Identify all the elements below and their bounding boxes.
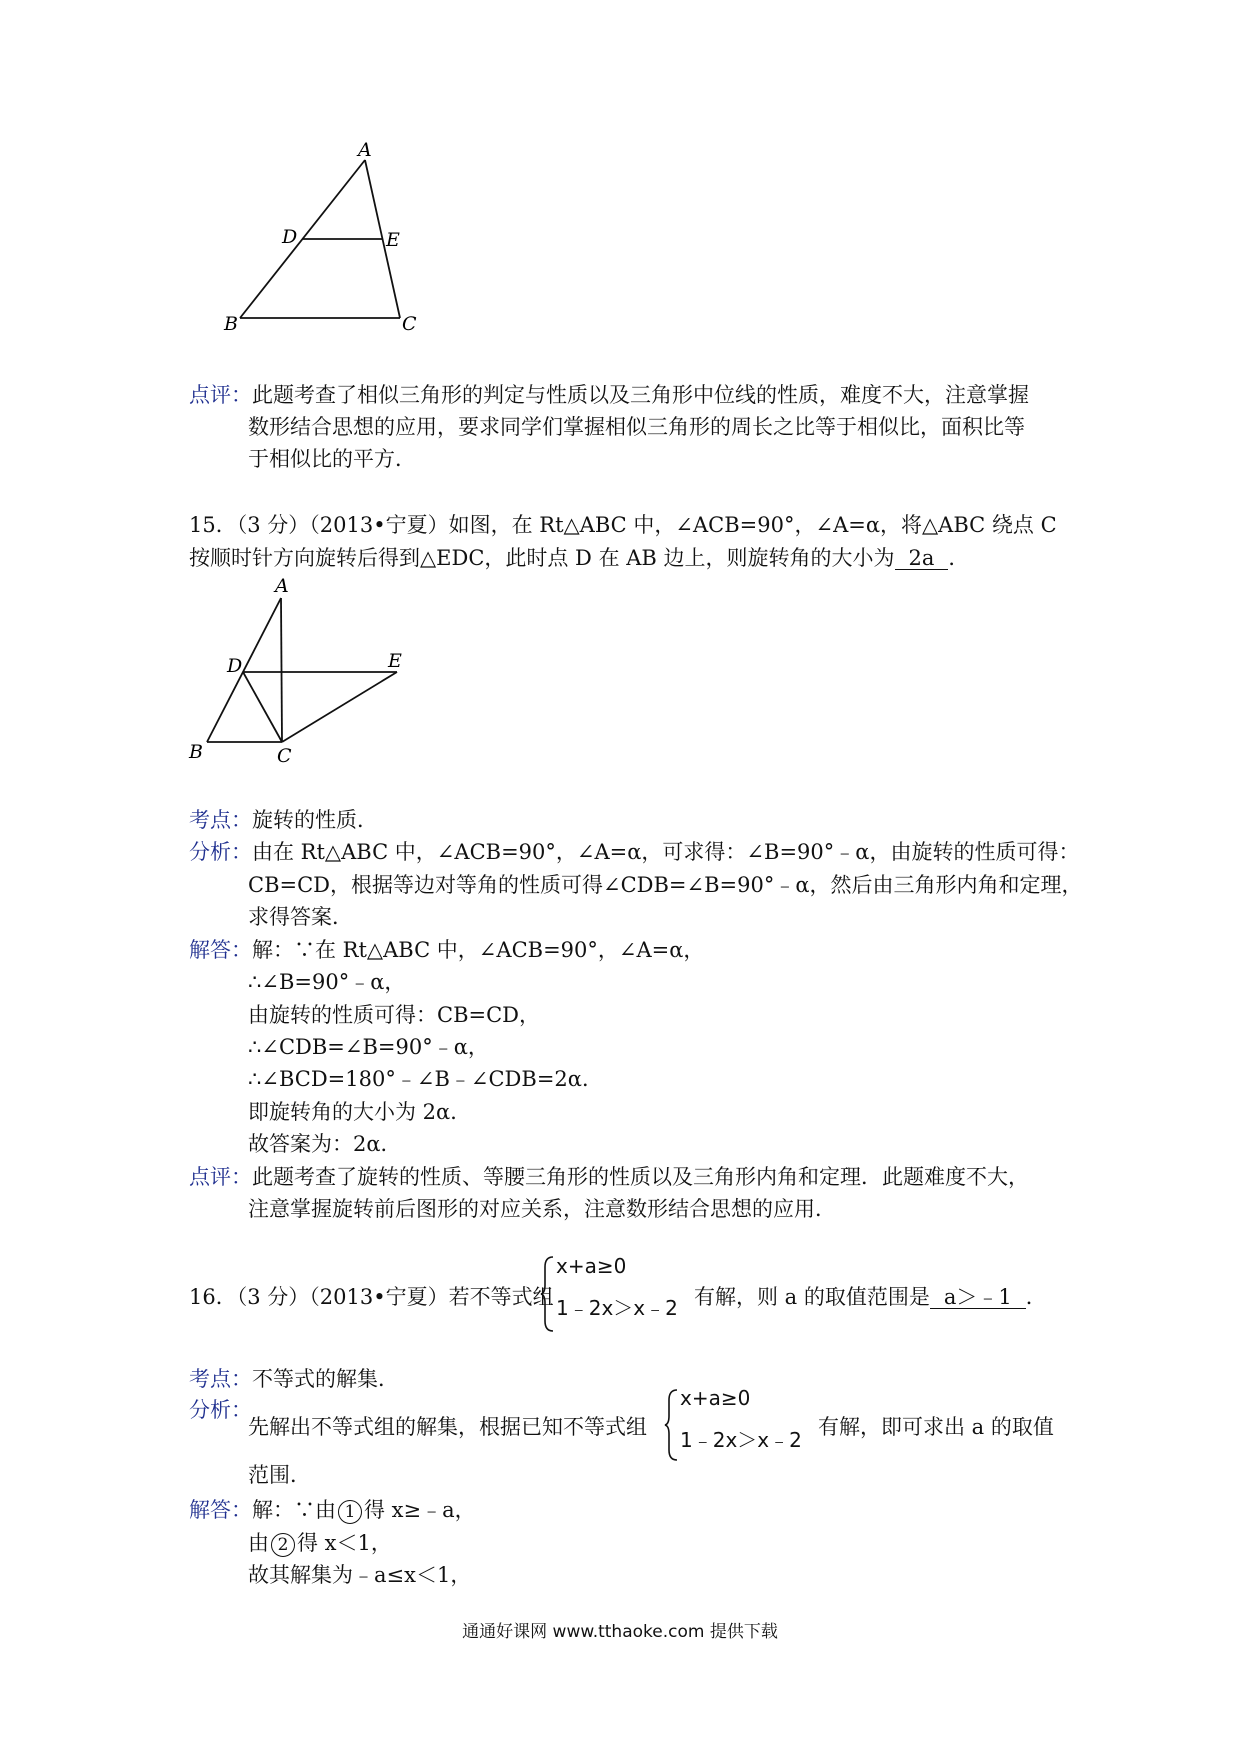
jieda-text: 由 (248, 1531, 269, 1555)
q15-line2 (189, 545, 969, 571)
q16-prefix: 16．（3 分）（2013•宁夏）若不等式组 (189, 1285, 554, 1309)
jieda-line: ∴∠B=90°﹣α， (248, 970, 406, 994)
jieda-label: 解答： (189, 1498, 252, 1522)
circled-number-icon: 1 (338, 1500, 362, 1524)
q15-answer: 2a (895, 547, 949, 570)
dianping-label: 点评： (189, 1165, 252, 1189)
review-line: 数形结合思想的应用，要求同学们掌握相似三角形的周长之比等于相似比，面积比等 (248, 415, 1025, 439)
edge-EC (282, 672, 397, 742)
fenxi-line: CB=CD，根据等边对等角的性质可得∠CDB=∠B=90°﹣α，然后由三角形内角和定理， (248, 873, 1083, 897)
vertex-label-C: C (277, 745, 292, 767)
circled-number-icon: 2 (271, 1533, 295, 1557)
jieda-line: 故答案为：2α． (248, 1132, 402, 1156)
jieda-text: 得 x≥﹣a， (364, 1498, 476, 1522)
fenxi-label: 分析： (189, 1398, 252, 1422)
q16-system-row2: 1﹣2x＞x﹣2 (556, 1296, 678, 1320)
review-line: 于相似比的平方． (248, 447, 416, 471)
brace-icon (664, 1388, 680, 1462)
edge-DC (243, 672, 282, 742)
kaodian-text: 旋转的性质． (252, 808, 378, 832)
kaodian-label: 考点： (189, 1367, 252, 1391)
q16-end: ． (1025, 1285, 1047, 1309)
fenxi-system-row2: 1﹣2x＞x﹣2 (680, 1428, 802, 1452)
review-line: 此题考查了相似三角形的判定与性质以及三角形中位线的性质，难度不大，注意掌握 (252, 383, 1029, 407)
fenxi-label: 分析： (189, 840, 252, 864)
q16-answer: a＞﹣1 (930, 1286, 1026, 1309)
jieda-text: 解：∵由 (252, 1498, 336, 1522)
fenxi-text: 范围． (248, 1463, 311, 1487)
vertex-label-D: D (227, 655, 243, 677)
jieda-line: 即旋转角的大小为 2α． (248, 1100, 472, 1124)
jieda-line: ∴∠BCD=180°﹣∠B﹣∠CDB=2α． (248, 1067, 603, 1091)
figure-triangle-midline (224, 139, 450, 340)
jieda-text: 得 x＜1， (297, 1531, 392, 1555)
q16-suffix: 有解，则 a 的取值范围是 (694, 1285, 930, 1309)
dianping-line: 注意掌握旋转前后图形的对应关系，注意数形结合思想的应用． (248, 1197, 836, 1221)
fenxi-text: 有解，即可求出 a 的取值 (818, 1415, 1054, 1439)
jieda-line: ∴∠CDB=∠B=90°﹣α， (248, 1035, 489, 1059)
q15-line1: 15．（3 分）（2013•宁夏）如图，在 Rt△ABC 中，∠ACB=90°，∠A=α，将△ABC 绕点 C (189, 513, 1057, 537)
edge-AC (281, 598, 282, 742)
q15-line2-text: 按顺时针方向旋转后得到△EDC，此时点 D 在 AB 边上，则旋转角的大小为 (189, 546, 895, 570)
jieda-text: 故其解集为﹣a≤x＜1， (248, 1563, 472, 1587)
jieda-label: 解答： (189, 938, 252, 962)
vertex-label-B: B (224, 313, 238, 335)
q15-line2-end: ． (948, 546, 970, 570)
figure-rotation (185, 575, 415, 768)
jieda-line: 由旋转的性质可得：CB=CD， (248, 1003, 540, 1027)
fenxi-system-row1: x+a≥0 (680, 1386, 751, 1410)
dianping-line: 此题考查了旋转的性质、等腰三角形的性质以及三角形内角和定理．此题难度不大， (252, 1165, 1029, 1189)
vertex-label-B: B (189, 741, 203, 763)
kaodian-text: 不等式的解集． (252, 1367, 399, 1391)
brace-icon (540, 1255, 556, 1333)
vertex-label-A: A (358, 139, 372, 161)
vertex-label-E: E (388, 650, 402, 672)
page-footer: 通通好课网 www.tthaoke.com 提供下载 (462, 1622, 778, 1642)
fenxi-line: 求得答案． (248, 905, 353, 929)
vertex-label-D: D (282, 226, 298, 248)
vertex-label-C: C (402, 313, 417, 335)
kaodian-label: 考点： (189, 808, 252, 832)
vertex-label-E: E (386, 229, 400, 251)
q16-system-row1: x+a≥0 (556, 1254, 627, 1278)
jieda-line: 解：∵在 Rt△ABC 中，∠ACB=90°，∠A=α， (252, 938, 705, 962)
vertex-label-A: A (275, 575, 289, 597)
fenxi-line: 由在 Rt△ABC 中，∠ACB=90°，∠A=α，可求得：∠B=90°﹣α，由旋转的性质可得： (252, 840, 1080, 864)
fenxi-text: 先解出不等式组的解集，根据已知不等式组 (248, 1415, 647, 1439)
review-label: 点评： (189, 383, 252, 407)
